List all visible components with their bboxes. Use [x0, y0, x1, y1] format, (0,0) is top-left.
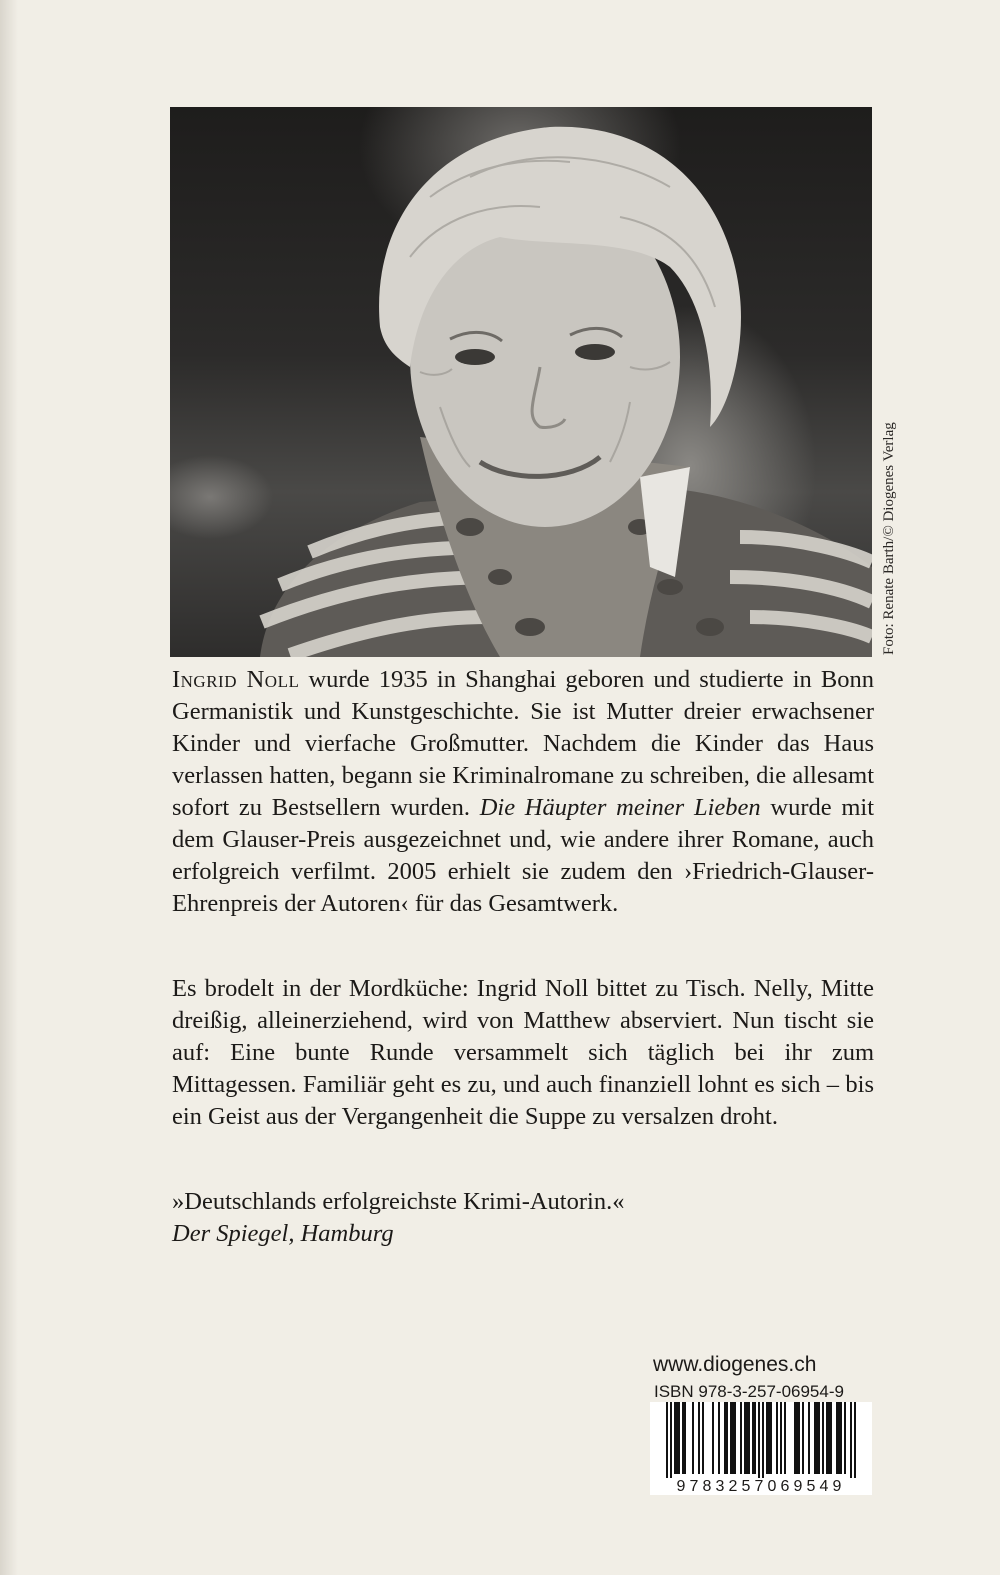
barcode-bar	[762, 1402, 764, 1480]
author-portrait-illustration	[170, 107, 872, 657]
cover-edge	[0, 0, 18, 1575]
barcode-bar	[726, 1402, 728, 1474]
barcode-bar	[854, 1402, 856, 1480]
barcode-bar	[798, 1402, 800, 1474]
book-title: Die Häupter meiner Lieben	[479, 794, 761, 821]
barcode	[650, 1402, 872, 1495]
bio-text-part1: wurde 1935 in Shanghai geboren und studierte in Bonn Germanistik und Kunstgeschichte. Sie ist Mutter dreier erwachsener Kinder und vierfache Großmutter. Nachdem die Kinder das Haus verlassen hatten, begann sie Kriminalromane zu schreiben, die allesamt sofort zu Bestsellern wurden.	[172, 666, 874, 821]
barcode-bar	[850, 1402, 852, 1480]
barcode-bar	[768, 1402, 770, 1474]
barcode-bar	[766, 1402, 768, 1474]
barcode-bar	[822, 1402, 824, 1474]
barcode-bar	[796, 1402, 798, 1474]
barcode-bar	[684, 1402, 686, 1474]
barcode-bar	[678, 1402, 680, 1474]
barcode-bar	[828, 1402, 830, 1474]
barcode-bar	[746, 1402, 748, 1474]
quote-text: »Deutschlands erfolgreichste Krimi-Autorin.«	[172, 1188, 625, 1215]
author-name: Ingrid Noll	[172, 666, 300, 693]
barcode-bar	[770, 1402, 772, 1474]
barcode-bar	[712, 1402, 714, 1474]
barcode-bar	[802, 1402, 804, 1474]
barcode-bar	[682, 1402, 684, 1474]
barcode-bar	[840, 1402, 842, 1474]
barcode-bar	[740, 1402, 742, 1474]
barcode-bar	[844, 1402, 846, 1474]
barcode-bar	[702, 1402, 704, 1474]
barcode-digits: 9783257069549	[650, 1478, 872, 1495]
barcode-bar	[818, 1402, 820, 1474]
barcode-bar	[724, 1402, 726, 1474]
isbn-number: ISBN 978-3-257-06954-9	[654, 1382, 844, 1401]
barcode-bar	[752, 1402, 754, 1474]
publisher-website: www.diogenes.ch	[653, 1353, 817, 1376]
barcode-bar	[754, 1402, 756, 1474]
barcode-bar	[732, 1402, 734, 1474]
book-blurb: Es brodelt in der Mordküche: Ingrid Noll bittet zu Tisch. Nelly, Mitte dreißig, alleinerziehend, wird von Matthew abserviert. Nun tischt sie auf: Eine bunte Runde versammelt sich täglich bei ihr zum Mittagessen. Familiär geht es zu, und auch finanziell lohnt es sich – bis ein Geist aus der Vergangenheit die Suppe zu versalzen droht.	[172, 975, 874, 1130]
barcode-bar	[674, 1402, 676, 1474]
barcode-bar	[718, 1402, 720, 1474]
barcode-bar	[698, 1402, 700, 1474]
barcode-bar	[748, 1402, 750, 1474]
barcode-bar	[808, 1402, 810, 1474]
press-quote	[172, 1186, 874, 1250]
barcode-bar	[744, 1402, 746, 1474]
barcode-bar	[830, 1402, 832, 1474]
barcode-bar	[734, 1402, 736, 1474]
barcode-bar	[826, 1402, 828, 1474]
author-photo	[170, 107, 872, 657]
barcode-bar	[758, 1402, 760, 1480]
barcode-bar	[838, 1402, 840, 1474]
barcode-bar	[814, 1402, 816, 1474]
author-bio	[172, 664, 874, 920]
barcode-bar	[666, 1402, 668, 1480]
barcode-bar	[776, 1402, 778, 1474]
barcode-bar	[676, 1402, 678, 1474]
quote-source: Der Spiegel, Hamburg	[172, 1220, 394, 1247]
barcode-bar	[794, 1402, 796, 1474]
bio-text-part2: wurde mit dem Glauser-Preis ausgezeichnet und, wie andere ihrer Romane, auch erfolgreich verfilmt. 2005 erhielt sie zudem den ›Friedrich-Glauser-Ehrenpreis der Autoren‹ für das Gesamtwerk.	[172, 794, 875, 917]
barcode-bar	[730, 1402, 732, 1474]
barcode-bar	[692, 1402, 694, 1474]
barcode-bar	[816, 1402, 818, 1474]
photo-credit: Foto: Renate Barth/© Diogenes Verlag	[881, 422, 897, 655]
barcode-bar	[784, 1402, 786, 1474]
barcode-bar	[836, 1402, 838, 1474]
barcode-bars	[650, 1402, 872, 1480]
barcode-bar	[670, 1402, 672, 1480]
barcode-bar	[780, 1402, 782, 1474]
